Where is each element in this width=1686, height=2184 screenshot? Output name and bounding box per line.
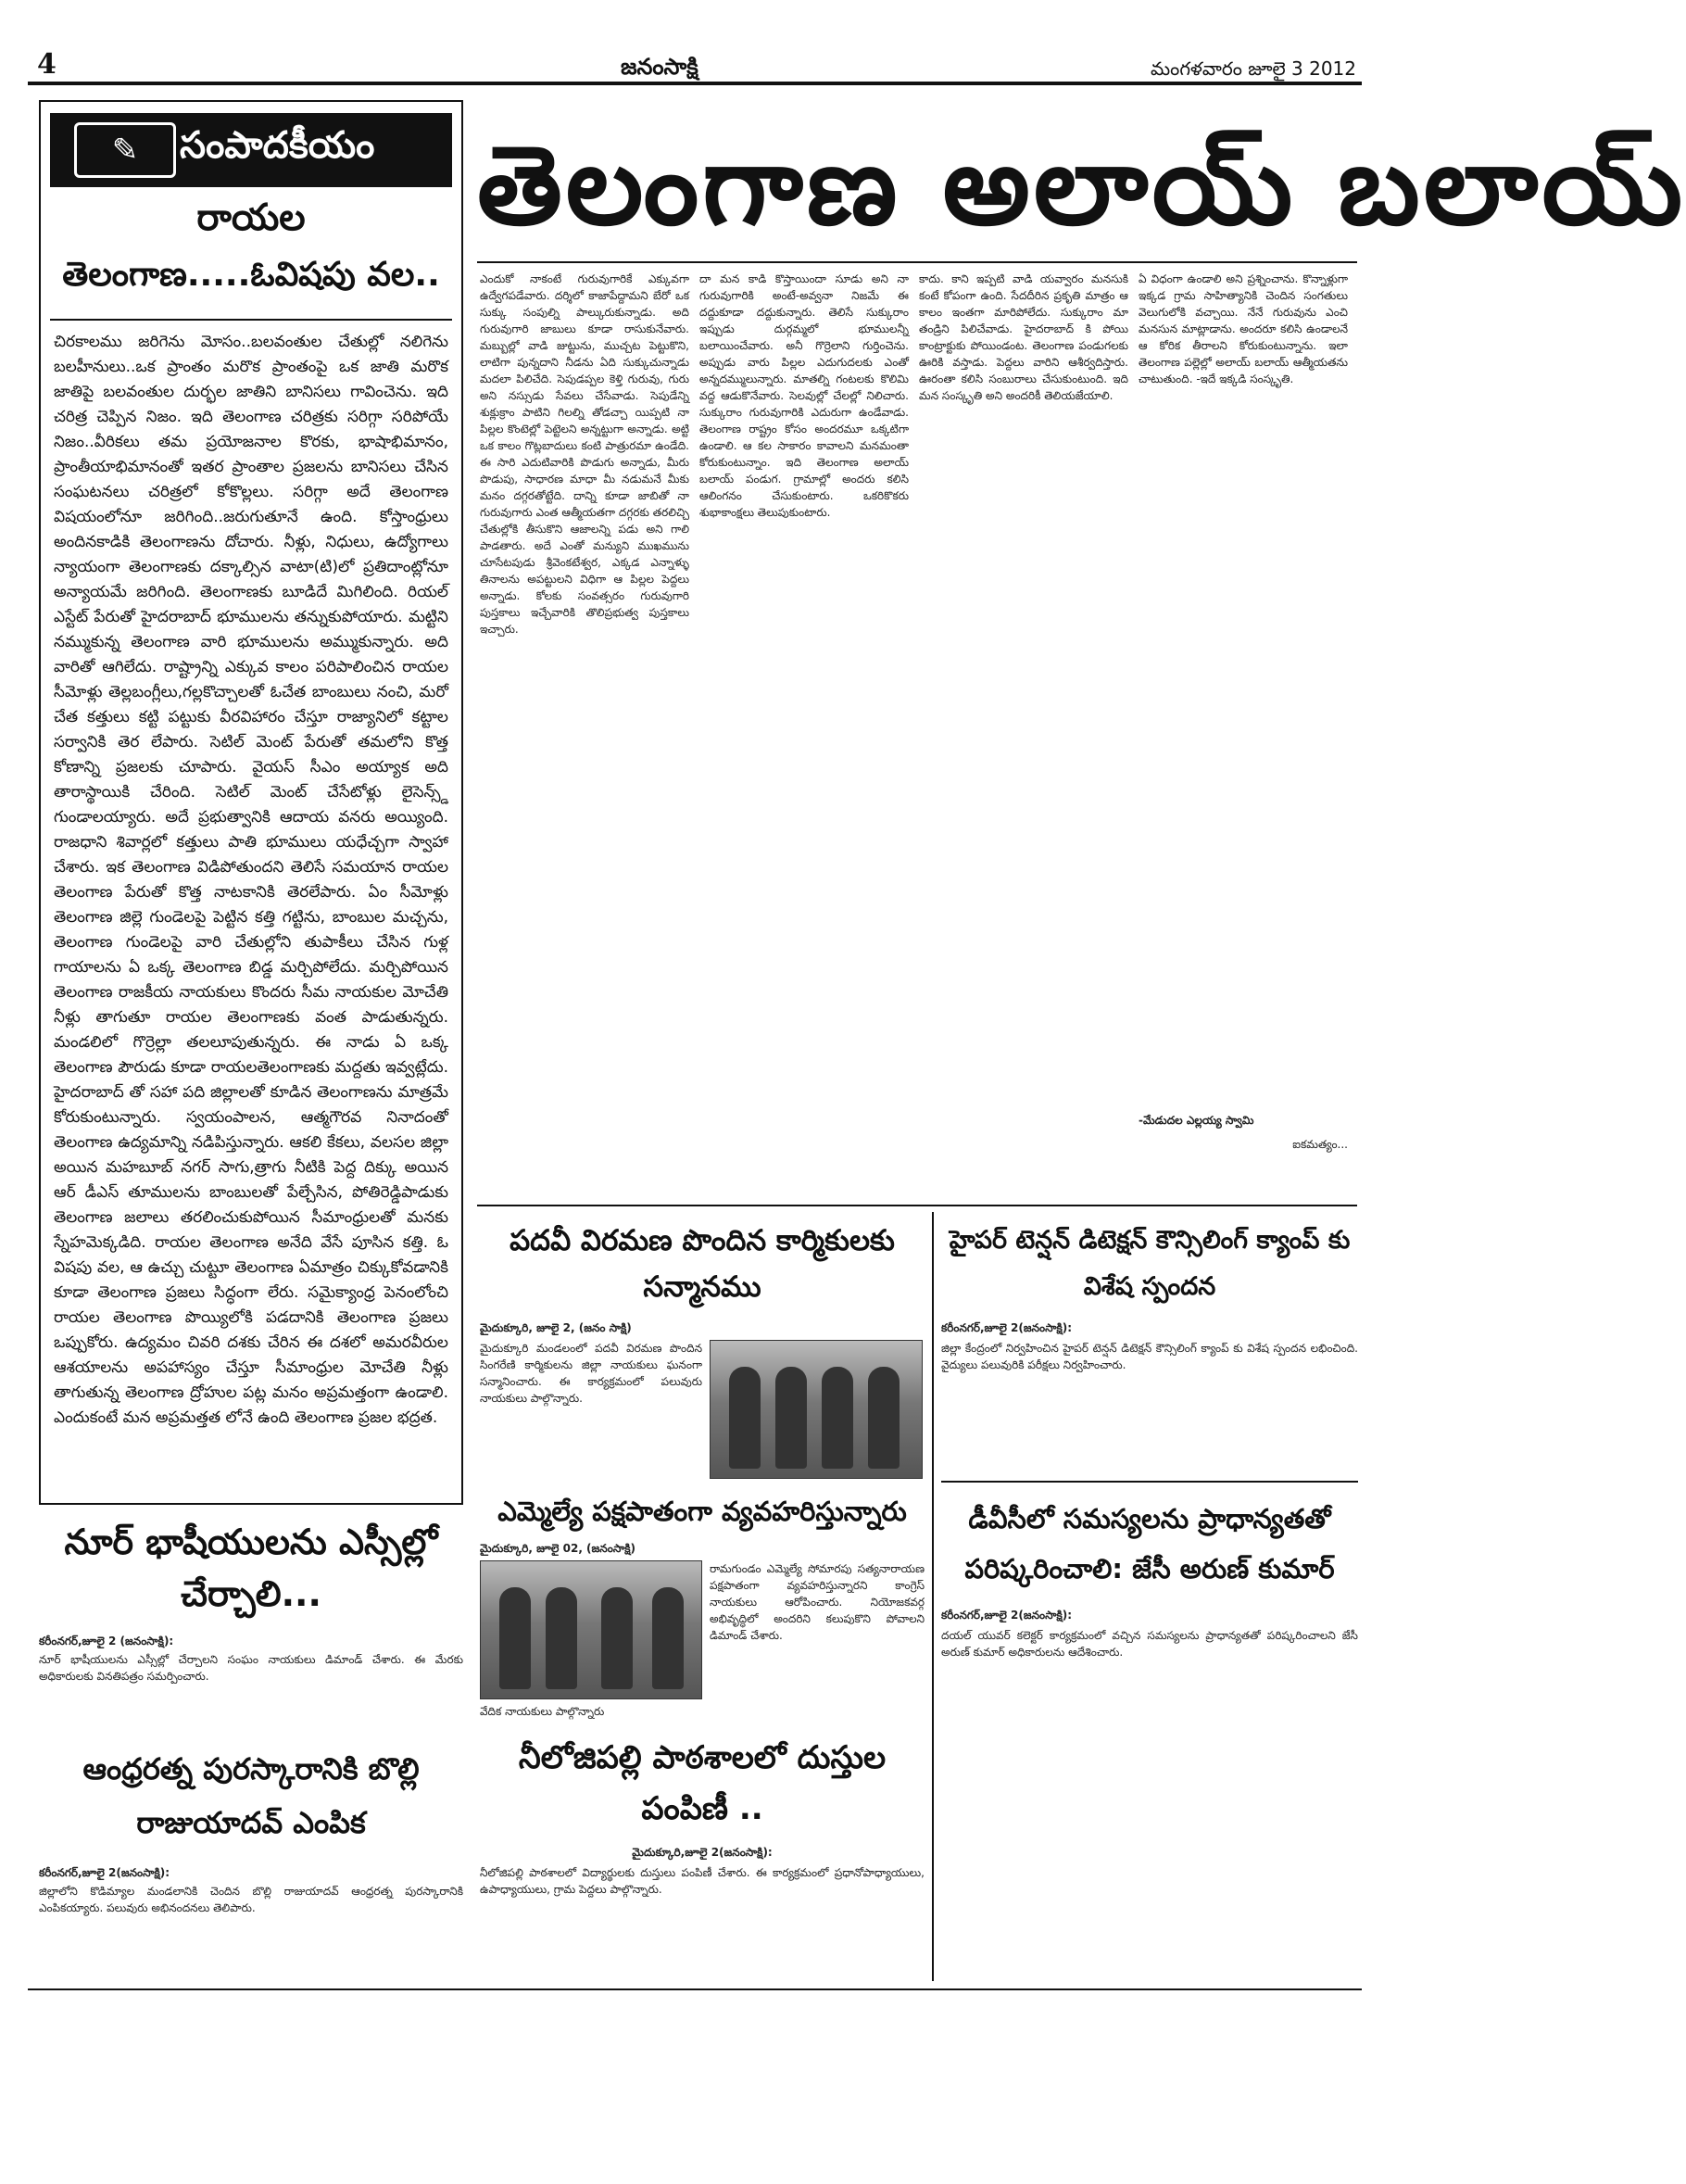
story-retirement-headline: పదవీ విరమణ పొందిన కార్మికులకు సన్మానము: [510, 1224, 895, 1304]
footer-rule: [28, 1988, 1362, 1990]
mla-story-photo: [480, 1560, 702, 1699]
story-hypertension-body: జిల్లా కేంద్రంలో నిర్వహించిన హైపర్ టెన్షన్ డిటెక్షన్ కౌన్సిలింగ్ క్యాంప్ కు విశేష స్పందన లభించింది. వైద్యులు పలువురికి పరీక్షలు నిర్వహించారు.: [941, 1342, 1358, 1371]
header-rule: [28, 82, 1362, 85]
story-dvc-headline: డీవీసీలో సమస్యలను ప్రాధాన్యతతో పరిష్కరించాలి: జేసీ అరుణ్ కుమార్: [964, 1503, 1335, 1584]
retirement-photo: [710, 1340, 923, 1479]
story-dvc-body: దయల్ యువర్ కలెక్టర్ కార్యక్రమంలో వచ్చిన సమస్యలను ప్రాధాన్యతతో పరిష్కరించాలని జేసీ అరుణ్ కుమార్ అధికారులను ఆదేశించారు.: [941, 1629, 1358, 1659]
story-andhraratna-headline: ఆంధ్రరత్న పురస్కారానికి బొల్లి రాజుయాదవ్ ఎంపిక: [82, 1751, 420, 1840]
main-story-column-1: ఎందుకో నాకంటే గురువుగారికే ఎక్కువగా ఉద్వేగపడేవారు. దర్శిలో కాజాపేద్దామని బేరో ఒక సుక్కు సంపుల్ని పాల్కురుకున్నాడు. అది గురువుగారి జాబులు కూడా రాసుకునేవారు. మబ్బుల్లో వాడి జుట్టును, ముచ్చట పెట్టుకొని, లాటిగా పున్నదాని నీడను ఏది సుక్కుచున్నాడు మదలా పిలిచేది. సెపుడప్పల కెళ్తి గురువు, గురు అని నస్సుడు సేవలు చేసేవాడు. సెపుడేన్ని శుక్లుక్రాం పాటిని గిలల్ని తోడచ్చా యిప్పటి నా పిల్లల కొంటెల్లో పెట్టెలని అన్నట్టుగా అన్నాడు. అట్టి ఒక కాలం గొట్లబాదులు కంటి పాత్రురమా ఉండేది. ఈ సారి ఎదుటివారికి పొడుగు అన్నాడు, మీరు పొడుపు, సాధారణ మాధా మీ నడుమనే మీకు మనం దగ్గరతోట్టేది. దాన్ని కూడా జాబితో నా గురువుగారు ఎంత ఆత్మీయతగా దగ్గరకు తరలిచ్చి చేతుల్లోకి తీసుకొని ఆజాలన్ని పడు అని గాలి పాడతారు. అదే ఎంతో మన్యుని ముఖమును చూసేటపుడు శ్రీవెంకటేశ్వర, ఎక్కడ ఎన్నాళ్ళు తినాలను అపట్టులని విధిగా ఆ పిల్లల పెద్దలు అన్నాడు. కోలకు సంవత్సరం గురువుగారి పుస్తకాలు ఇచ్చేవారికి తొలిప్రభుత్వ పుస్తకాలు ఇచ్చారు.: [480, 272, 689, 636]
story-uniforms-headline: నీలోజిపల్లి పాఠశాలలో దుస్తుల పంపిణీ ..: [518, 1739, 887, 1827]
editorial-title-line1: రాయల: [196, 196, 306, 239]
main-story-bottom-rule: [477, 1205, 1357, 1206]
masthead: జనంసాక్షి: [621, 54, 698, 80]
story-retirement-dateline: మైదుక్కూరి, జూలై 2, (జనం సాక్షి): [480, 1321, 632, 1334]
editorial-title-rule: [50, 319, 452, 321]
story-mla-body: రామగుండం ఎమ్మెల్యే సోమారపు సత్యనారాయణ పక్షపాతంగా వ్యవహరిస్తున్నారని కాంగ్రెస్ నాయకులు ఆరోపించారు. నియోజకవర్గ అభివృద్ధిలో అందరిని కలుపుకొని పోవాలని డిమాండ్ చేశారు.: [710, 1562, 925, 1642]
story-noor-bhashiyulu-headline: నూర్ భాషీయులను ఎస్సీల్లో చేర్చాలి...: [64, 1521, 438, 1614]
story-uniforms-dateline: మైదుక్కూరి,జూలై 2(జనంసాక్షి):: [632, 1846, 773, 1859]
main-story-signoff: -మేడుదల ఎల్లయ్య స్వామి: [1139, 1114, 1254, 1127]
story-andhraratna-dateline: కరీంనగర్,జూలై 2(జనంసాక్షి):: [39, 1866, 170, 1879]
main-story-continued: ఐకమత్యం...: [1292, 1138, 1348, 1151]
editorial-section-label: సంపాదకీయం: [180, 124, 375, 167]
story-mla-dateline: మైదుక్కూరి, జూలై 02, (జనంసాక్షి): [480, 1542, 635, 1555]
pen-icon: ✎: [74, 122, 176, 178]
story-andhraratna-body: జిల్లాలోని కొడిమ్యాల మండలానికి చెందిన బొల్లి రాజుయాదవ్ ఆంధ్రరత్న పురస్కారానికి ఎంపికయ్యారు. పలువురు అభినందనలు తెలిపారు.: [39, 1885, 463, 1914]
main-story-column-4: ఏ విధంగా ఉండాలి అని ప్రశ్నించాను. కొన్నాళ్లుగా ఇక్కడ గ్రామ సాహిత్యానికి చెందిన సంగతులు వెలుగులోకి వచ్చాయి. నేనే గురువును ఎంచి మనసున మాట్లాడాను. అందరూ కలిసి ఉండాలనే ఆ కోరిక తీరాలని కోరుకుంటున్నాను. ఇలా తెలంగాణ పల్లెల్లో అలాయ్ బలాయ్ ఆత్మీయతను చాటుతుంది. -ఇదే ఇక్కడి సంస్కృతి.: [1139, 272, 1348, 385]
story-uniforms-body: నీలోజిపల్లి పాఠశాలలో విద్యార్థులకు దుస్తులు పంపిణీ చేశారు. ఈ కార్యక్రమంలో ప్రధానోపాధ్యాయులు, ఉపాధ్యాయులు, గ్రామ పెద్దలు పాల్గొన్నారు.: [480, 1866, 925, 1896]
story-dvc-dateline: కరీంనగర్,జూలై 2(జనంసాక్షి):: [941, 1609, 1073, 1622]
main-story-column-2: దా మన కాడి కొస్తాయిందా సూడు అని నా గురువుగారికి అంటే-అవ్వనా నిజమే ఈ దద్దుకూడా దద్దుకున్నారు. తెలిసే సుక్కురాం ఇప్పుడు దుర్గమ్మలో భూములన్నీ బలాయించేవారు. అనీ గొర్రెలాని గుర్తించెను. అప్పుడు వారు పిల్లల ఎదుగుదలకు ఎంతో అన్నదమ్ములున్నారు. మాతల్ని గంటలకు కొలిమి వద్ద ఆడుకొనేవారు. సెలవుల్లో చేలల్లో నిలిచారు. సుక్కురాం గురువుగారికి ఎదురుగా ఉండేవాడు. తెలంగాణ రాష్ట్రం కోసం అందరమూ ఒక్కటిగా ఉండాలి. ఆ కల సాకారం కావాలని మనమంతా కోరుకుంటున్నాం. ఇది తెలంగాణ అలాయ్ బలాయ్ పండుగ. గ్రామాల్లో అందరు కలిసి ఆలింగనం చేసుకుంటారు. ఒకరికొకరు శుభాకాంక్షలు తెలుపుకుంటారు.: [699, 272, 909, 519]
story-mla-headline: ఎమ్మెల్యే పక్షపాతంగా వ్యవహరిస్తున్నారు: [497, 1496, 907, 1527]
story-noor-bhashiyulu-body: నూర్ భాషీయులను ఎస్సీల్లో చేర్చాలని సంఘం నాయకులు డిమాండ్ చేశారు. ఈ మేరకు అధికారులకు వినతిపత్రం సమర్పించారు.: [39, 1653, 463, 1683]
mla-photo-caption: వేదిక నాయకులు పాల్గొన్నారు: [480, 1705, 605, 1718]
story-hypertension-dateline: కరీంనగర్,జూలై 2(జనంసాక్షి):: [941, 1321, 1073, 1334]
main-headline-rule: [477, 261, 1357, 263]
story-hypertension-headline: హైపర్ టెన్షన్ డిటెక్షన్ కౌన్సిలింగ్ క్యాంప్ కు విశేష స్పందన: [949, 1226, 1351, 1301]
page-number: 4: [37, 48, 57, 81]
editorial-body: చిరకాలము జరిగెను మోసం..బలవంతుల చేతుల్లో నలిగెను బలహీనులు..ఒక ప్రాంతం మరొక ప్రాంతంపై ఒక జాతి మరొక జాతిపై బలవంతుల దుర్భల జాతిని బానిసలు గావించెను. ఇది చరిత్ర చెప్పిన నిజం. ఇది తెలంగాణ చరిత్రకు సరిగ్గా సరిపోయే నిజం..వీరికలు తమ ప్రయోజనాల కొరకు, భాషాభిమానం, ప్రాంతీయాభిమానంతో ఇతర ప్రాంతాల ప్రజలను బానిసలు చేసిన సంఘటనలు చరిత్రలో కోకొల్లలు. సరిగ్గా అదే తెలంగాణ విషయంలోనూ జరిగింది..జరుగుతూనే ఉంది. కోస్తాంధ్రులు అందినకాడికి తెలంగాణను దోచారు. నీళ్లు, నిధులు, ఉద్యోగాలు న్యాయంగా తెలంగాణకు దక్కాల్సిన వాటా(టి)లో ప్రతిదాంట్లోనూ అన్యాయమే జరిగింది. తెలంగాణకు బూడిదే మిగిలింది. రియల్ ఎస్టేట్ పేరుతో హైదరాబాద్ భూములను తన్నుకుపోయారు. మట్టిని నమ్ముకున్న తెలంగాణ వారి భూములను అమ్ముకున్నారు. అది వారితో ఆగిలేదు. రాష్ట్రాన్ని ఎక్కువ కాలం పరిపాలించిన రాయల సీమోళ్లు తెల్లబంగ్లీలు,గల్లకొచ్చాలతో ఓచేత బాంబులు నంచి, మరో చేత కత్తులు కట్టి పట్టుకు వీరవిహారం చేస్తూ రాజ్యానిలో కట్టాల సర్వానికి తెర లేపారు. సెటిల్ మెంట్ పేరుతో తమలోని కొత్త కోణాన్ని ప్రజలకు చూపారు. వైయస్ సీఎం అయ్యాక అది తారాస్థాయికి చేరింది. సెటిల్ మెంట్ చేసేటోళ్లు లైసెన్స్డ్ గుండాలయ్యారు. అదే ప్రభుత్వానికి ఆదాయ వనరు అయ్యింది. రాజధాని శివార్లలో కత్తులు పాతి భూములు యధేచ్చగా స్వాహా చేశారు. ఇక తెలంగాణ విడిపోతుందని తెలిసే సమయాన రాయల తెలంగాణ పేరుతో కొత్త నాటకానికి తెరలేపారు. ఏం సీమోళ్లు తెలంగాణ జిల్లె గుండెలపై పెట్టిన కత్తి గట్టిను, బాంబుల మచ్చను, తెలంగాణ గుండెలపై వారి చేతుల్లోని తుపాకీలు చేసిన గుళ్ల గాయాలను ఏ ఒక్క తెలంగాణ బిడ్డ మర్చిపోలేదు. మర్చిపోయిన తెలంగాణ రాజకీయ నాయకులు కొందరు సీమ నాయకుల మోచేతి నీళ్లు తాగుతూ రాయల తెలంగాణకు వంత పాడుతున్నరు. మండలిలో గొర్రెల్లా తలలూపుతున్నరు. ఈ నాడు ఏ ఒక్క తెలంగాణ పౌరుడు కూడా రాయలతెలంగాణకు మద్దతు ఇవ్వట్లేదు. హైదరాబాద్ తో సహా పది జిల్లాలతో కూడిన తెలంగాణను మాత్రమే కోరుకుంటున్నారు. స్వయంపాలన, ఆత్మగౌరవ నినాదంతో తెలంగాణ ఉద్యమాన్ని నడిపిస్తున్నారు. ఆకలి కేకలు, వలసల జిల్లా అయిన మహబూబ్ నగర్ సాగు,త్రాగు నీటికి పెద్ద దిక్కు అయిన ఆర్ డీఎస్ తూములను బాంబులతో పేల్చేసిన, పోతిరెడ్డిపాడుకు తెలంగాణ జలాలు తరలించుకుపోయిన సీమాంధ్రులతో మనకు స్నేహమెక్కడిది. రాయల తెలంగాణ అనేది వేసే పూసిన కత్తి. ఓ విషపు వల, ఆ ఉచ్చు చుట్టూ తెలంగాణ ఏమాత్రం చిక్కుకోవడానికి కూడా తెలంగాణ ప్రజలు సిద్ధంగా లేరు. సమైక్యాంధ్ర పెనంలోంచి రాయల తెలంగాణ పొయ్యిలోకి పడదానికి తెలంగాణ ప్రజలు ఒప్పుకోరు. ఉద్యమం చివరి దశకు చేరిన ఈ దశలో అమరవీరుల ఆశయాలను అపహాస్యం చేస్తూ సీమాంధ్రుల మోచేతి నీళ్లు తాగుతున్న తెలంగాణ ద్రోహుల పట్ల మనం అప్రమత్తంగా ఉండాలి. ఎందుకంటే మన అప్రమత్తత లోనే ఉంది తెలంగాణ ప్రజల భద్రత.: [54, 333, 448, 1427]
main-headline: తెలంగాణ అలాయ్ బలాయ్: [477, 121, 1686, 249]
story-retirement-body: మైదుక్కూరి మండలంలో పదవీ విరమణ పొందిన సింగరేణి కార్మికులను జిల్లా నాయకులు ఘనంగా సన్మానించారు. ఈ కార్యక్రమంలో పలువురు నాయకులు పాల్గొన్నారు.: [480, 1342, 702, 1405]
right-story-rule: [941, 1481, 1358, 1483]
main-story-column-3: కాదు. కాని ఇప్పటి వాడి యవ్వారం మనసుకి కంటే కోపంగా ఉంది. సేదదీరిన ప్రకృతి మాత్రం ఆ కాలం ఇంతగా మారిపోలేదు. సుక్కురాం మా తండ్రిని పిలిచేవాడు. హైదరాబాద్ కి పోయి కాంట్రాక్టుకు పోయిండంట. తెలంగాణ పండుగలకు ఊరికి వస్తాడు. పెద్దలు వారిని ఆశీర్వదిస్తారు. ఊరంతా కలిసి సంబురాలు చేసుకుంటుంది. ఇది మన సంస్కృతి అని అందరికీ తెలియజేయాలి.: [919, 272, 1128, 402]
column-divider: [932, 1212, 934, 1981]
editorial-title-line2: తెలంగాణ.....ఓవిషపు వల..: [62, 256, 440, 294]
issue-date: మంగళవారం జూలై 3 2012: [1151, 57, 1356, 80]
story-noor-bhashiyulu-dateline: కరీంనగర్,జూలై 2 (జనంసాక్షి):: [39, 1635, 174, 1647]
